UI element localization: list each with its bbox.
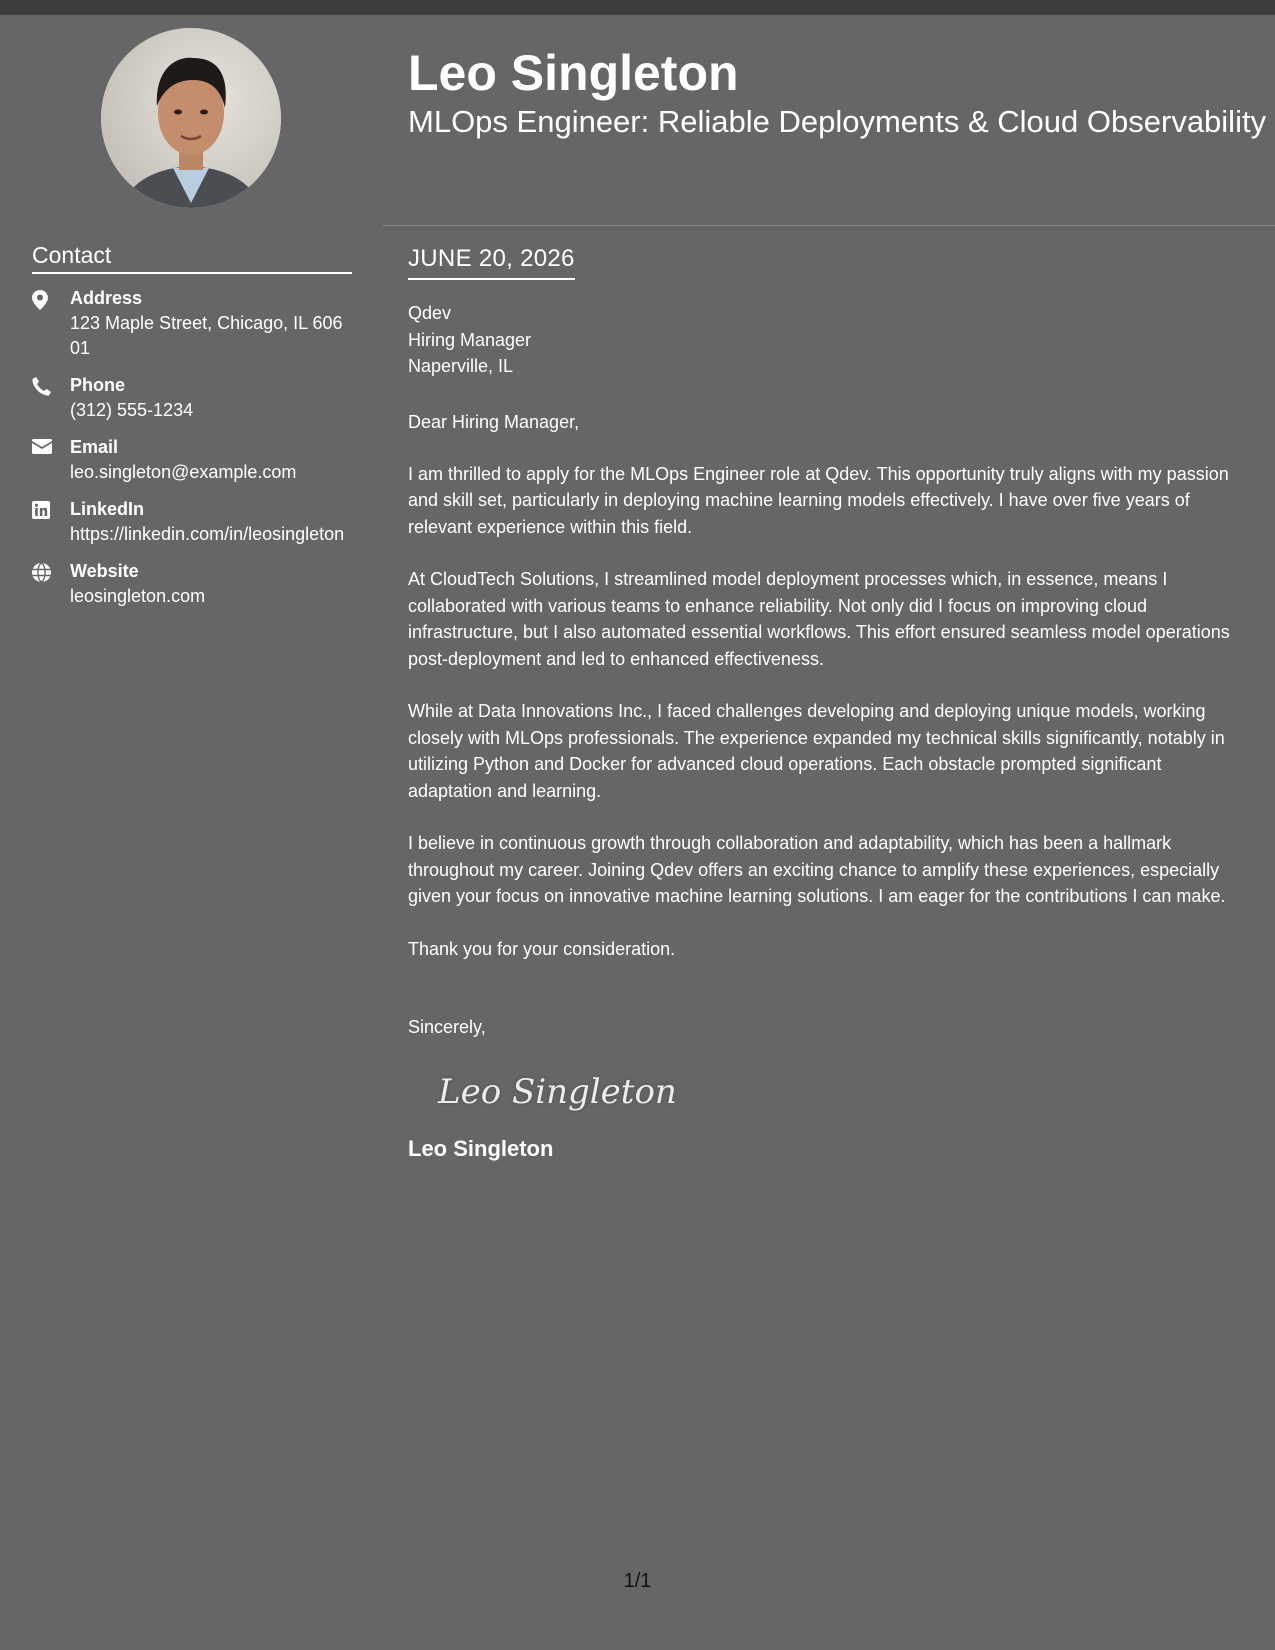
linkedin-icon <box>32 497 70 547</box>
contact-linkedin <box>32 497 352 547</box>
contact-heading: Contact <box>32 240 352 274</box>
recipient-title: Hiring Manager <box>408 329 532 350</box>
recipient-location: Naperville, IL <box>408 356 514 376</box>
contact-value[interactable]: https://linkedin.com/in/leosingleton <box>70 524 345 544</box>
signature: Leo Singleton <box>438 1072 677 1112</box>
phone-icon <box>32 373 70 423</box>
paragraph: I believe in continuous growth through collaboration and adaptability, which has been a hallmark throughout my career. Joining Qdev offers an exciting chance to amplify these experiences, especially given your focus on innovative machine learning solutions. I am eager for the contributions I can make. <box>408 833 1226 906</box>
sidebar <box>32 240 352 621</box>
contact-label: Email <box>70 437 119 457</box>
contact-value: 123 Maple Street, Chicago, IL 60601 <box>70 313 343 358</box>
recipient-company: Qdev <box>408 303 452 323</box>
header-divider <box>383 225 1275 226</box>
contact-label: LinkedIn <box>70 499 145 519</box>
letter-body <box>408 244 1248 1164</box>
contact-label: Website <box>70 561 139 581</box>
contact-address <box>32 286 352 361</box>
envelope-icon <box>32 435 70 485</box>
paragraph: Thank you for your consideration. <box>408 938 676 959</box>
globe-icon <box>32 559 70 609</box>
contact-website <box>32 559 352 609</box>
applicant-name: Leo Singleton <box>408 45 739 101</box>
letter-date: JUNE 20, 2026 <box>408 244 575 280</box>
contact-value: leo.singleton@example.com <box>70 462 297 482</box>
contact-label: Phone <box>70 375 126 395</box>
paragraph: While at Data Innovations Inc., I faced challenges developing and deploying unique models, working closely with MLOps professionals. The experience expanded my technical skills significantly, notably in utilizing Python and Docker for advanced cloud operations. Each obstacle prompted significant adaptation and learning. <box>408 701 1225 801</box>
map-pin-icon <box>32 286 70 361</box>
profile-photo <box>101 28 281 208</box>
contact-phone <box>32 373 352 423</box>
signed-name: Leo Singleton <box>408 1136 554 1161</box>
contact-email <box>32 435 352 485</box>
recipient-block <box>408 300 1248 380</box>
applicant-title: MLOps Engineer: Reliable Deployments & Cloud Observability <box>408 104 1267 139</box>
top-bar <box>0 0 1275 15</box>
contact-label: Address <box>70 288 143 308</box>
paragraph: At CloudTech Solutions, I streamlined model deployment processes which, in essence, means I collaborated with various teams to enhance reliability. Not only did I focus on improving cloud infrastructure, but I also automated essential workflows. This effort ensured seamless model operations post-deployment and led to enhanced effectiveness. <box>408 569 1230 669</box>
salutation: Dear Hiring Manager, <box>408 411 580 432</box>
closing: Sincerely, <box>408 1017 486 1037</box>
contact-value: (312) 555-1234 <box>70 400 194 420</box>
paragraph: I am thrilled to apply for the MLOps Engineer role at Qdev. This opportunity truly aligns with my passion and skill set, particularly in deploying machine learning models effectively. I have over five years of relevant experience within this field. <box>408 463 1229 537</box>
contact-value[interactable]: leosingleton.com <box>70 586 206 606</box>
page-number: 1/1 <box>623 1570 652 1592</box>
